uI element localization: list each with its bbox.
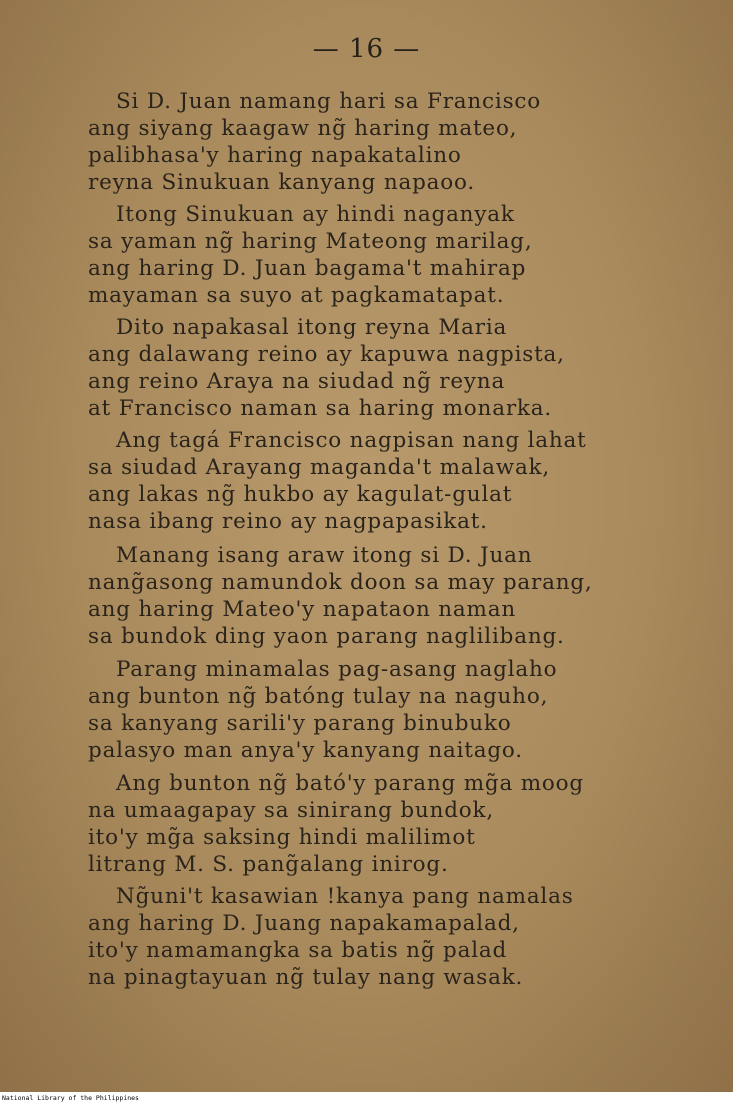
poem-line: ito'y mg̃a saksing hindi malilimot (88, 825, 476, 850)
poem-line: ang haring D. Juang napakamapalad, (88, 911, 520, 936)
poem-line: Itong Sinukuan ay hindi naganyak (116, 202, 515, 227)
poem-line: at Francisco naman sa haring monarka. (88, 396, 552, 421)
poem-line: palasyo man anya'y kanyang naitago. (88, 738, 523, 763)
poem-line: Ang bunton ng̃ bató'y parang mg̃a moog (116, 771, 584, 796)
poem-line: Si D. Juan namang hari sa Francisco (116, 89, 541, 114)
poem-line: sa kanyang sarili'y parang binubuko (88, 711, 512, 736)
poem-line: ang reino Araya na siudad ng̃ reyna (88, 369, 506, 394)
poem-line: na pinagtayuan ng̃ tulay nang wasak. (88, 965, 524, 990)
stanza-3 (88, 314, 565, 422)
poem-line: na umaagapay sa sinirang bundok, (88, 798, 494, 823)
poem-line: ang dalawang reino ay kapuwa nagpista, (88, 342, 565, 367)
poem-line: sa yaman ng̃ haring Mateong marilag, (88, 229, 533, 254)
poem-line: sa siudad Arayang maganda't malawak, (88, 455, 551, 480)
poem-line: ito'y namamangka sa batis ng̃ palad (88, 938, 508, 963)
poem-line: reyna Sinukuan kanyang napaoo. (88, 170, 476, 195)
poem-line: ang siyang kaagaw ng̃ haring mateo, (88, 116, 518, 141)
stanza-7 (88, 770, 584, 878)
poem-line: ang haring Mateo'y napataon naman (88, 597, 517, 622)
poem-line: nasa ibang reino ay nagpapasikat. (88, 509, 488, 534)
poem-line: Dito napakasal itong reyna Maria (116, 315, 508, 340)
poem-line: ang lakas ng̃ hukbo ay kagulat-gulat (88, 482, 513, 507)
stanza-1 (88, 88, 541, 196)
poem-line: litrang M. S. pang̃alang inirog. (88, 852, 449, 877)
stanza-8 (88, 883, 574, 991)
stanza-2 (88, 201, 532, 309)
poem-line: Manang isang araw itong si D. Juan (116, 543, 533, 568)
stanza-6 (88, 656, 557, 764)
poem-line: sa bundok ding yaon parang naglilibang. (88, 624, 565, 649)
stanza-4 (88, 427, 587, 535)
poem-line: Parang minamalas pag-asang naglaho (116, 657, 558, 682)
poem-line: nang̃asong namundok doon sa may parang, (88, 570, 593, 595)
poem-line: Ang tagá Francisco nagpisan nang lahat (116, 428, 587, 453)
poem-line: mayaman sa suyo at pagkamatapat. (88, 283, 505, 308)
poem-line: palibhasa'y haring napakatalino (88, 143, 462, 168)
poem-line: ang haring D. Juan bagama't mahirap (88, 256, 527, 281)
poem-line: ang bunton ng̃ batóng tulay na naguho, (88, 684, 549, 709)
page-number: — 16 — (312, 34, 421, 64)
poem-line: Ng̃uni't kasawian !kanya pang namalas (116, 884, 574, 909)
footer-credit: National Library of the Philippines (2, 1094, 139, 1102)
stanza-5 (88, 542, 593, 650)
